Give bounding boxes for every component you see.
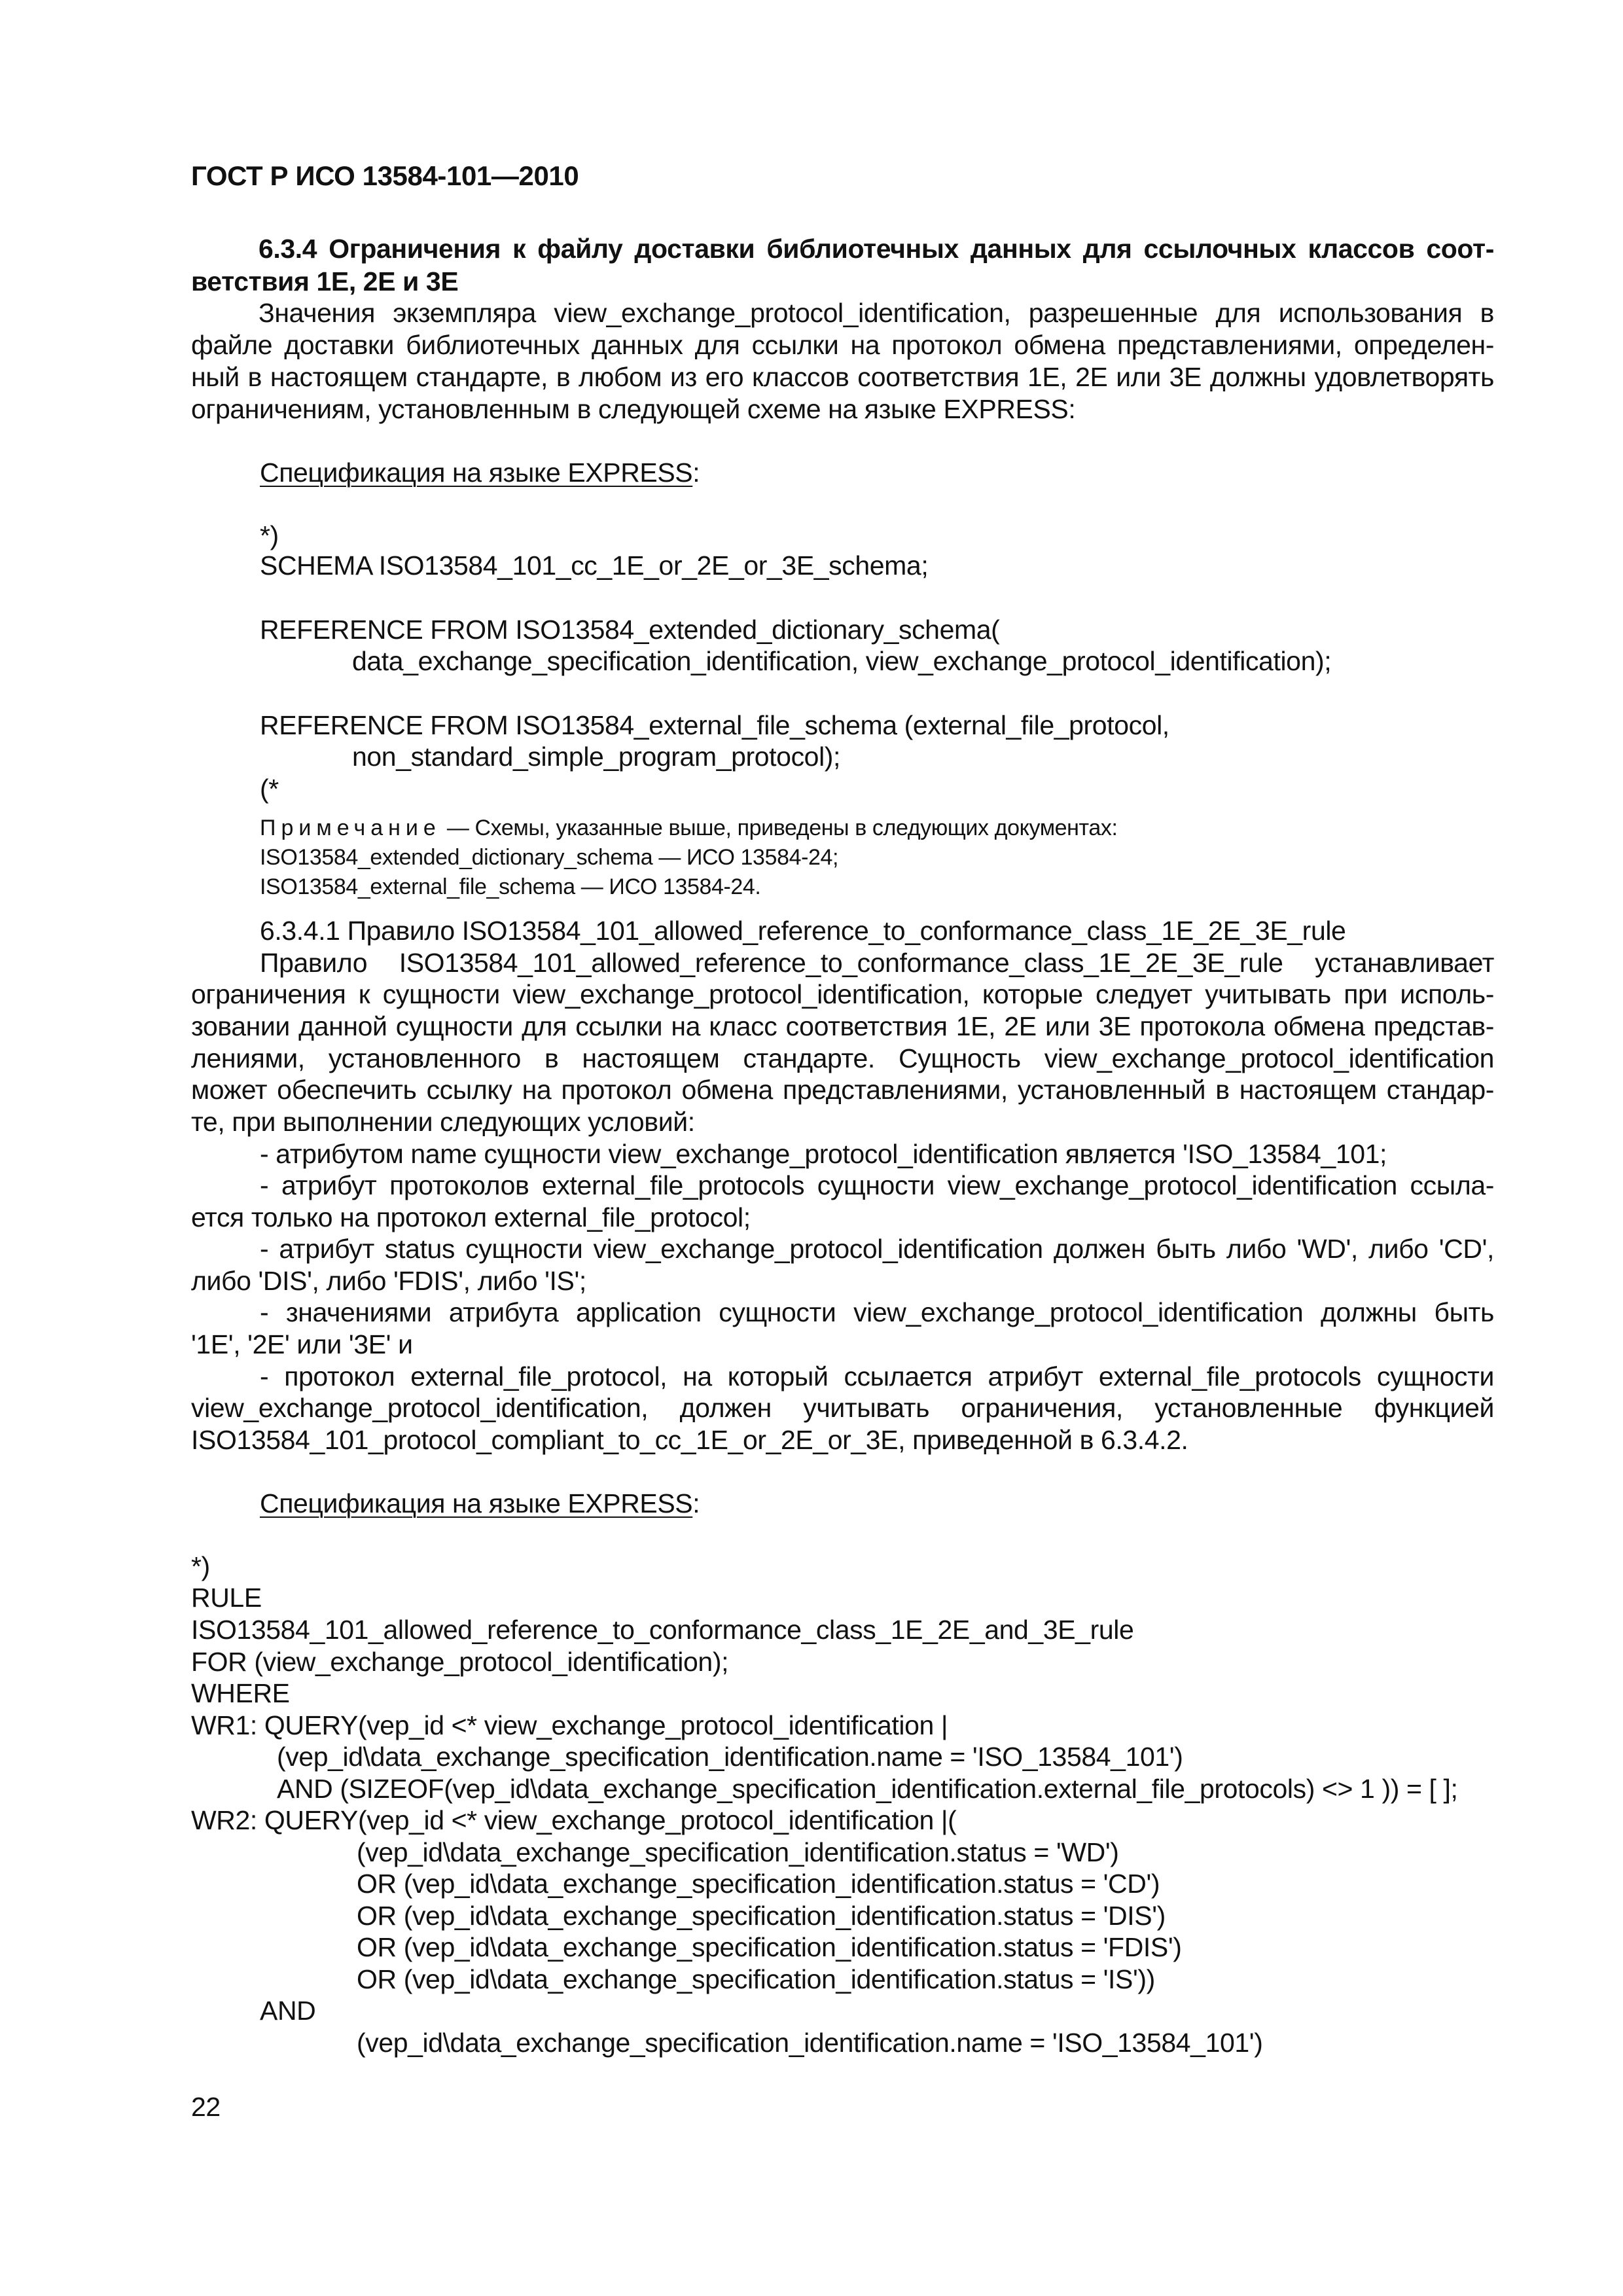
paragraph-line: лениями, установленного в настоящем стандарте. Сущность view_exchange_protocol_identification — [191, 1043, 1494, 1073]
code-line: WHERE — [191, 1678, 290, 1708]
code-line: *) — [191, 1551, 210, 1581]
note-line: ISO13584_extended_dictionary_schema — ИСО 13584-24; — [260, 845, 839, 870]
code-line: AND (SIZEOF(vep_id\data_exchange_specification_identification.external_file_protocols) <> 1 )) = [ ]; — [277, 1774, 1458, 1804]
spec-label — [260, 456, 700, 489]
paragraph-line: ный в настоящем стандарте, в любом из его классов соответствия 1E, 2E или 3E должны удовлетворять — [191, 362, 1494, 392]
note-line: ISO13584_external_file_schema — ИСО 13584-24. — [260, 874, 761, 899]
code-line: ISO13584_101_allowed_reference_to_conformance_class_1E_2E_and_3E_rule — [191, 1615, 1134, 1645]
section-6-3-4-title-line-1: 6.3.4 Ограничения к файлу доставки библиотечных данных для ссылочных классов соот- — [259, 234, 1494, 264]
code-line: data_exchange_specification_identification, view_exchange_protocol_identification); — [352, 646, 1332, 676]
note-label: Примечание — [260, 816, 441, 840]
spec-label-colon: : — [692, 1488, 700, 1518]
code-line: OR (vep_id\data_exchange_specification_identification.status = 'CD') — [357, 1869, 1160, 1899]
list-item: - значениями атрибута application сущности view_exchange_protocol_identification должны быть — [260, 1297, 1494, 1327]
code-line: WR2: QUERY(vep_id <* view_exchange_protocol_identification |( — [191, 1805, 957, 1835]
spec-label — [260, 1487, 700, 1520]
code-line: (vep_id\data_exchange_specification_identification.name = 'ISO_13584_101') — [277, 1742, 1183, 1772]
code-line: OR (vep_id\data_exchange_specification_identification.status = 'IS')) — [357, 1964, 1155, 1994]
paragraph-line: файле доставки библиотечных данных для ссылки на протокол обмена представлениями, определен- — [191, 330, 1494, 360]
section-6-3-4-1-title: 6.3.4.1 Правило ISO13584_101_allowed_reference_to_conformance_class_1E_2E_3E_rule — [260, 916, 1346, 946]
code-line: non_standard_simple_program_protocol); — [352, 742, 841, 772]
paragraph-line: те, при выполнении следующих условий: — [191, 1107, 695, 1137]
list-item: view_exchange_protocol_identification, должен учитывать ограничения, установленные функцией — [191, 1393, 1494, 1423]
list-item: - атрибутом name сущности view_exchange_protocol_identification является 'ISO_13584_101; — [260, 1139, 1387, 1169]
list-item: ISO13584_101_protocol_compliant_to_cc_1E_or_2E_or_3E, приведенной в 6.3.4.2. — [191, 1425, 1188, 1455]
note-line — [260, 814, 1118, 842]
paragraph-line: может обеспечить ссылку на протокол обмена представлениями, установленный в настоящем стандар- — [191, 1075, 1494, 1105]
page-number: 22 — [191, 2092, 221, 2122]
code-line: REFERENCE FROM ISO13584_extended_dictionary_schema( — [260, 615, 1000, 645]
paragraph-line: ограничениям, установленным в следующей схеме на языке EXPRESS: — [191, 394, 1076, 424]
code-line: SCHEMA ISO13584_101_cc_1E_or_2E_or_3E_schema; — [260, 550, 929, 581]
code-line: FOR (view_exchange_protocol_identification); — [191, 1647, 729, 1677]
list-item: '1E', '2E' или '3E' и — [191, 1329, 413, 1359]
list-item: - атрибут протоколов external_file_protocols сущности view_exchange_protocol_identification ссыла- — [260, 1170, 1494, 1200]
list-item: - атрибут status сущности view_exchange_protocol_identification должен быть либо 'WD', либо 'CD', — [260, 1234, 1494, 1264]
spec-label-text: Спецификация на языке EXPRESS — [260, 1488, 693, 1518]
spec-label-text: Спецификация на языке EXPRESS — [260, 457, 693, 488]
code-line: *) — [260, 520, 279, 550]
note-text: — Схемы, указанные выше, приведены в следующих документах: — [440, 816, 1118, 840]
paragraph-line: ограничения к сущности view_exchange_protocol_identification, которые следует учитывать при исполь- — [191, 979, 1494, 1009]
code-line: OR (vep_id\data_exchange_specification_identification.status = 'DIS') — [357, 1901, 1166, 1931]
spec-label-colon: : — [692, 457, 700, 488]
code-line: WR1: QUERY(vep_id <* view_exchange_protocol_identification | — [191, 1710, 948, 1740]
code-line: (vep_id\data_exchange_specification_identification.name = 'ISO_13584_101') — [357, 2028, 1263, 2058]
code-line: AND — [260, 1996, 316, 2026]
list-item: ется только на протокол external_file_protocol; — [191, 1202, 751, 1232]
paragraph-line: Значения экземпляра view_exchange_protocol_identification, разрешенные для использования в — [259, 298, 1494, 328]
list-item: - протокол external_file_protocol, на который ссылается атрибут external_file_protocols сущности — [260, 1361, 1494, 1391]
section-6-3-4-title-line-2: ветствия 1E, 2E и 3E — [191, 266, 459, 296]
code-line: (* — [260, 774, 279, 804]
list-item: либо 'DIS', либо 'FDIS', либо 'IS'; — [191, 1266, 586, 1296]
code-line: OR (vep_id\data_exchange_specification_identification.status = 'FDIS') — [357, 1932, 1182, 1962]
code-line: RULE — [191, 1583, 262, 1613]
paragraph-line: Правило ISO13584_101_allowed_reference_to_conformance_class_1E_2E_3E_rule устанавливает — [260, 948, 1494, 978]
code-line: (vep_id\data_exchange_specification_identification.status = 'WD') — [357, 1837, 1119, 1867]
paragraph-line: зовании данной сущности для ссылки на класс соответствия 1E, 2E или 3E протокола обмена представ- — [191, 1011, 1494, 1041]
code-line: REFERENCE FROM ISO13584_external_file_schema (external_file_protocol, — [260, 710, 1169, 740]
page-header: ГОСТ Р ИСО 13584-101—2010 — [191, 160, 579, 191]
